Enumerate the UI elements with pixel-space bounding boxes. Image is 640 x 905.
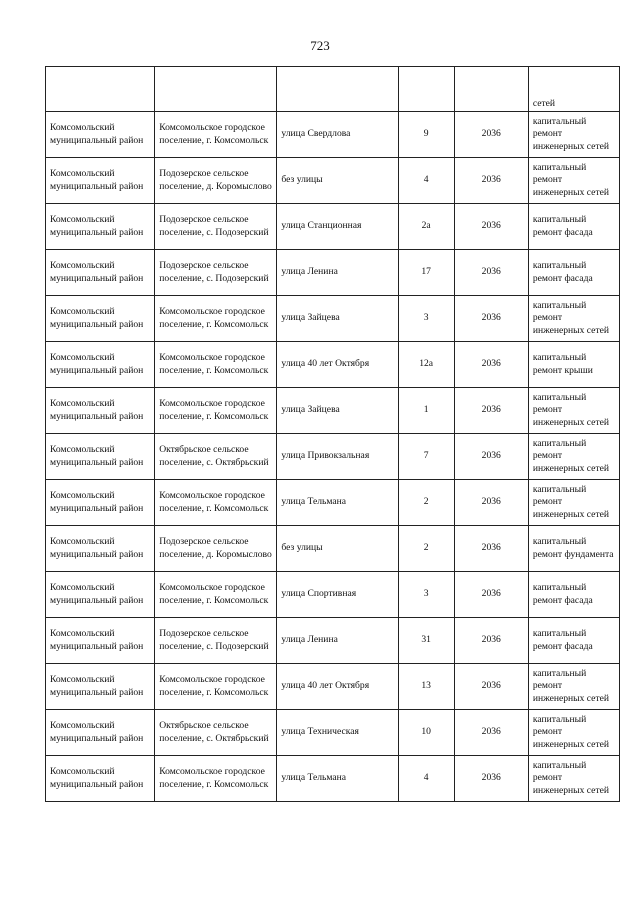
year-cell: 2036 [454, 434, 528, 480]
year-cell: 2036 [454, 296, 528, 342]
street-cell: улица 40 лет Октября [277, 664, 398, 710]
settlement-cell: Комсомольское городское поселение, г. Комсомольск [155, 342, 277, 388]
work-type-cell: капитальный ремонт фасада [528, 618, 619, 664]
street-cell: улица Тельмана [277, 756, 398, 802]
work-type-cell: капитальный ремонт инженерных сетей [528, 434, 619, 480]
table-row [46, 158, 620, 204]
work-type-cell: капитальный ремонт инженерных сетей [528, 664, 619, 710]
house-number-cell: 1 [398, 388, 454, 434]
housing-repair-table [45, 66, 620, 802]
year-cell: 2036 [454, 756, 528, 802]
street-cell: улица 40 лет Октября [277, 342, 398, 388]
year-cell: 2036 [454, 388, 528, 434]
table-row [46, 572, 620, 618]
district-cell: Комсомольский муниципальный район [46, 112, 155, 158]
house-number-cell: 2а [398, 204, 454, 250]
table-row [46, 710, 620, 756]
settlement-cell: Подозерское сельское поселение, д. Коромыслово [155, 158, 277, 204]
table-row [46, 756, 620, 802]
house-number-cell: 3 [398, 572, 454, 618]
table-row [46, 250, 620, 296]
district-cell: Комсомольский муниципальный район [46, 756, 155, 802]
work-type-cell: капитальный ремонт инженерных сетей [528, 480, 619, 526]
table-row [46, 112, 620, 158]
work-type-cell: капитальный ремонт инженерных сетей [528, 756, 619, 802]
work-type-cell: капитальный ремонт инженерных сетей [528, 388, 619, 434]
street-cell: улица Станционная [277, 204, 398, 250]
table-body [46, 67, 620, 802]
settlement-cell: Комсомольское городское поселение, г. Комсомольск [155, 388, 277, 434]
year-cell: 2036 [454, 112, 528, 158]
house-number-cell: 2 [398, 480, 454, 526]
year-cell: 2036 [454, 572, 528, 618]
year-cell: 2036 [454, 526, 528, 572]
settlement-cell: Октябрьское сельское поселение, с. Октябрьский [155, 434, 277, 480]
street-cell: без улицы [277, 158, 398, 204]
street-cell: улица Привокзальная [277, 434, 398, 480]
table-row [46, 204, 620, 250]
district-cell: Комсомольский муниципальный район [46, 526, 155, 572]
settlement-cell: Подозерское сельское поселение, с. Подозерский [155, 204, 277, 250]
house-number-cell: 9 [398, 112, 454, 158]
district-cell: Комсомольский муниципальный район [46, 158, 155, 204]
street-cell: улица Спортивная [277, 572, 398, 618]
work-type-cell: капитальный ремонт крыши [528, 342, 619, 388]
district-cell: Комсомольский муниципальный район [46, 572, 155, 618]
year-cell: 2036 [454, 158, 528, 204]
settlement-cell: Комсомольское городское поселение, г. Комсомольск [155, 756, 277, 802]
year-cell: 2036 [454, 618, 528, 664]
settlement-cell: Комсомольское городское поселение, г. Комсомольск [155, 664, 277, 710]
house-number-cell: 4 [398, 158, 454, 204]
district-cell: Комсомольский муниципальный район [46, 434, 155, 480]
table-row [46, 434, 620, 480]
year-cell: 2036 [454, 342, 528, 388]
house-number-cell: 7 [398, 434, 454, 480]
work-type-cell: капитальный ремонт фундамента [528, 526, 619, 572]
house-number-cell: 31 [398, 618, 454, 664]
settlement-cell: Комсомольское городское поселение, г. Комсомольск [155, 296, 277, 342]
district-cell: Комсомольский муниципальный район [46, 480, 155, 526]
district-cell: Комсомольский муниципальный район [46, 204, 155, 250]
district-cell: Комсомольский муниципальный район [46, 664, 155, 710]
work-type-cell: сетей [528, 67, 619, 112]
house-number-cell: 3 [398, 296, 454, 342]
district-cell: Комсомольский муниципальный район [46, 388, 155, 434]
table-row [46, 388, 620, 434]
settlement-cell [155, 67, 277, 112]
district-cell: Комсомольский муниципальный район [46, 618, 155, 664]
settlement-cell: Подозерское сельское поселение, д. Коромыслово [155, 526, 277, 572]
district-cell: Комсомольский муниципальный район [46, 710, 155, 756]
settlement-cell: Комсомольское городское поселение, г. Комсомольск [155, 480, 277, 526]
house-number-cell: 17 [398, 250, 454, 296]
year-cell: 2036 [454, 664, 528, 710]
house-number-cell: 2 [398, 526, 454, 572]
house-number-cell: 4 [398, 756, 454, 802]
work-type-cell: капитальный ремонт инженерных сетей [528, 112, 619, 158]
table-row [46, 342, 620, 388]
street-cell [277, 67, 398, 112]
table-row [46, 618, 620, 664]
street-cell: улица Зайцева [277, 296, 398, 342]
street-cell: улица Техническая [277, 710, 398, 756]
district-cell: Комсомольский муниципальный район [46, 296, 155, 342]
continuation-row [46, 67, 620, 112]
year-cell: 2036 [454, 480, 528, 526]
district-cell: Комсомольский муниципальный район [46, 342, 155, 388]
year-cell [454, 67, 528, 112]
settlement-cell: Подозерское сельское поселение, с. Подозерский [155, 618, 277, 664]
table-row [46, 296, 620, 342]
work-type-cell: капитальный ремонт инженерных сетей [528, 710, 619, 756]
house-number-cell: 13 [398, 664, 454, 710]
work-type-cell: капитальный ремонт фасада [528, 572, 619, 618]
work-type-cell: капитальный ремонт инженерных сетей [528, 296, 619, 342]
work-type-cell: капитальный ремонт фасада [528, 250, 619, 296]
house-number-cell: 12а [398, 342, 454, 388]
settlement-cell: Подозерское сельское поселение, с. Подозерский [155, 250, 277, 296]
settlement-cell: Октябрьское сельское поселение, с. Октябрьский [155, 710, 277, 756]
street-cell: улица Ленина [277, 250, 398, 296]
house-number-cell [398, 67, 454, 112]
page-number: 723 [310, 38, 330, 53]
settlement-cell: Комсомольское городское поселение, г. Комсомольск [155, 572, 277, 618]
district-cell: Комсомольский муниципальный район [46, 250, 155, 296]
district-cell [46, 67, 155, 112]
street-cell: улица Зайцева [277, 388, 398, 434]
street-cell: улица Свердлова [277, 112, 398, 158]
year-cell: 2036 [454, 710, 528, 756]
table-row [46, 480, 620, 526]
settlement-cell: Комсомольское городское поселение, г. Комсомольск [155, 112, 277, 158]
year-cell: 2036 [454, 250, 528, 296]
table-row [46, 664, 620, 710]
work-type-cell: капитальный ремонт фасада [528, 204, 619, 250]
table-row [46, 526, 620, 572]
year-cell: 2036 [454, 204, 528, 250]
street-cell: без улицы [277, 526, 398, 572]
street-cell: улица Ленина [277, 618, 398, 664]
work-type-cell: капитальный ремонт инженерных сетей [528, 158, 619, 204]
street-cell: улица Тельмана [277, 480, 398, 526]
house-number-cell: 10 [398, 710, 454, 756]
